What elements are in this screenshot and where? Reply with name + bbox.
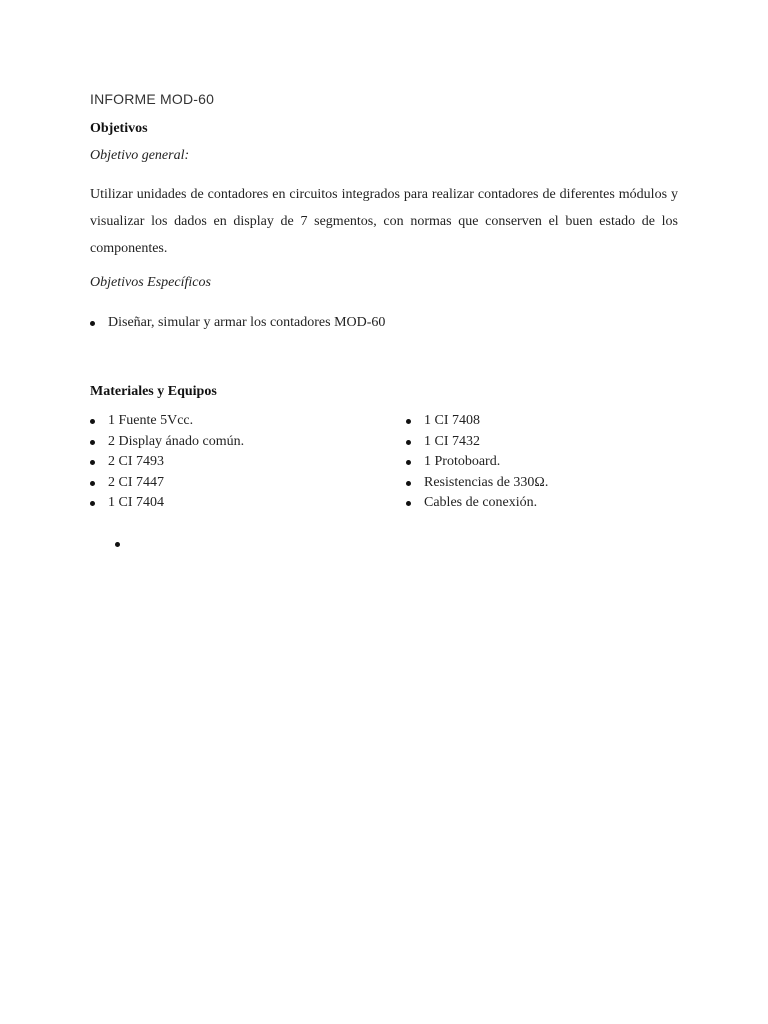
materials-list-right: [406, 411, 548, 514]
materials-list-left: [90, 411, 244, 514]
materials-heading: Materiales y Equipos: [90, 384, 217, 399]
list-item: Diseñar, simular y armar los contadores MOD-60: [90, 313, 385, 334]
list-item: 1 CI 7404: [90, 493, 244, 514]
list-item: Cables de conexión.: [406, 493, 548, 514]
general-objective-paragraph: Utilizar unidades de contadores en circuitos integrados para realizar contadores de diferentes módulos y visualizar los dados en display de 7 segmentos, con normas que conserven el buen estado de los componentes.: [90, 187, 678, 256]
list-item: 1 Protoboard.: [406, 452, 548, 473]
list-item: Resistencias de 330Ω.: [406, 473, 548, 494]
list-item: 1 CI 7432: [406, 432, 548, 453]
objectives-heading: Objetivos: [90, 121, 148, 136]
list-item: 1 Fuente 5Vcc.: [90, 411, 244, 432]
general-objective-label: Objetivo general:: [90, 148, 190, 163]
list-item: 2 Display ánado común.: [90, 432, 244, 453]
empty-bullet-point: [115, 542, 120, 547]
document-title: INFORME MOD-60: [90, 91, 215, 107]
list-item: 2 CI 7493: [90, 452, 244, 473]
list-item: 2 CI 7447: [90, 473, 244, 494]
list-item: 1 CI 7408: [406, 411, 548, 432]
specific-objectives-list: [90, 313, 385, 334]
specific-objectives-label: Objetivos Específicos: [90, 275, 211, 290]
